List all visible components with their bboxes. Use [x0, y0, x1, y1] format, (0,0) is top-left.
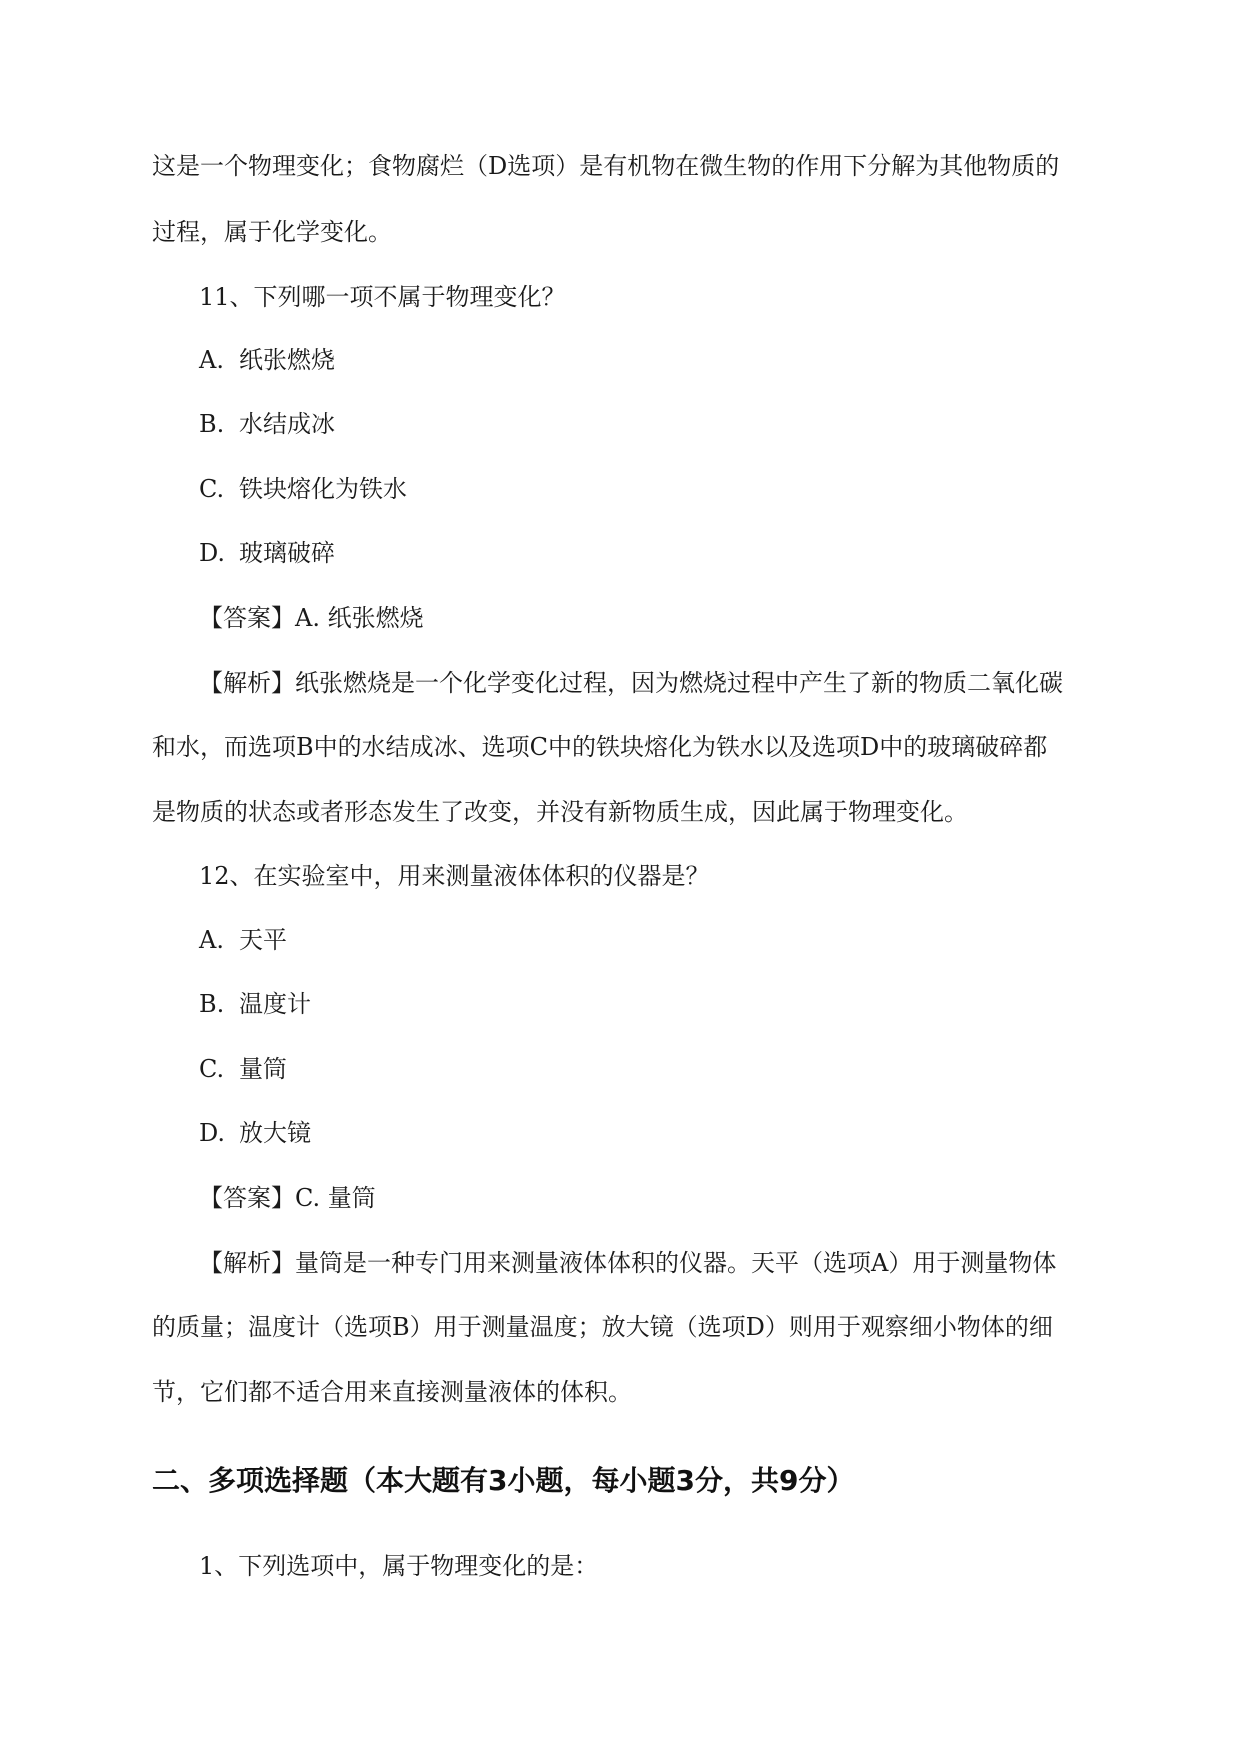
q12-answer: 【答案】C. 量筒 — [199, 1184, 376, 1212]
option-text: 量筒 — [239, 1055, 287, 1083]
option-text: 天平 — [239, 926, 287, 954]
q11-option-d — [199, 537, 335, 569]
option-tag: D. — [199, 539, 226, 567]
option-text: 温度计 — [239, 990, 311, 1018]
intro-line-2: 过程，属于化学变化。 — [152, 218, 392, 246]
q12-option-d — [199, 1117, 311, 1149]
option-text: 水结成冰 — [239, 410, 335, 438]
option-text: 放大镜 — [239, 1119, 311, 1147]
q12-analysis-line-2: 的质量；温度计（选项B）用于测量温度；放大镜（选项D）则用于观察细小物体的细 — [152, 1313, 1053, 1341]
option-tag: B. — [199, 410, 225, 438]
option-text: 纸张燃烧 — [239, 346, 335, 374]
section2-question-1: 1、下列选项中，属于物理变化的是： — [199, 1552, 599, 1580]
q12-option-c — [199, 1053, 287, 1085]
q12-option-a — [199, 924, 287, 956]
option-text: 铁块熔化为铁水 — [239, 475, 407, 503]
option-tag: A. — [199, 926, 224, 954]
option-text: 玻璃破碎 — [239, 539, 335, 567]
question-12: 12、在实验室中，用来测量液体体积的仪器是？ — [199, 862, 710, 890]
option-tag: B. — [199, 990, 225, 1018]
q11-option-c — [199, 473, 407, 505]
option-tag: D. — [199, 1119, 226, 1147]
q11-analysis-line-2: 和水，而选项B中的水结成冰、选项C中的铁块熔化为铁水以及选项D中的玻璃破碎都 — [152, 733, 1048, 761]
q12-option-b — [199, 988, 311, 1020]
option-tag: C. — [199, 1055, 225, 1083]
q12-analysis-line-1: 【解析】量筒是一种专门用来测量液体体积的仪器。天平（选项A）用于测量物体 — [199, 1249, 1057, 1277]
q11-analysis-line-1: 【解析】纸张燃烧是一个化学变化过程，因为燃烧过程中产生了新的物质二氧化碳 — [199, 669, 1063, 697]
q11-answer: 【答案】A. 纸张燃烧 — [199, 604, 424, 632]
option-tag: A. — [199, 346, 224, 374]
section-heading: 二、多项选择题（本大题有3小题，每小题3分，共9分） — [152, 1464, 855, 1497]
option-tag: C. — [199, 475, 225, 503]
question-11: 11、下列哪一项不属于物理变化？ — [199, 283, 566, 311]
q11-analysis-line-3: 是物质的状态或者形态发生了改变，并没有新物质生成，因此属于物理变化。 — [152, 798, 968, 826]
q12-analysis-line-3: 节，它们都不适合用来直接测量液体的体积。 — [152, 1378, 632, 1406]
intro-line-1: 这是一个物理变化；食物腐烂（D选项）是有机物在微生物的作用下分解为其他物质的 — [152, 152, 1060, 180]
q11-option-b — [199, 408, 335, 440]
q11-option-a — [199, 344, 335, 376]
